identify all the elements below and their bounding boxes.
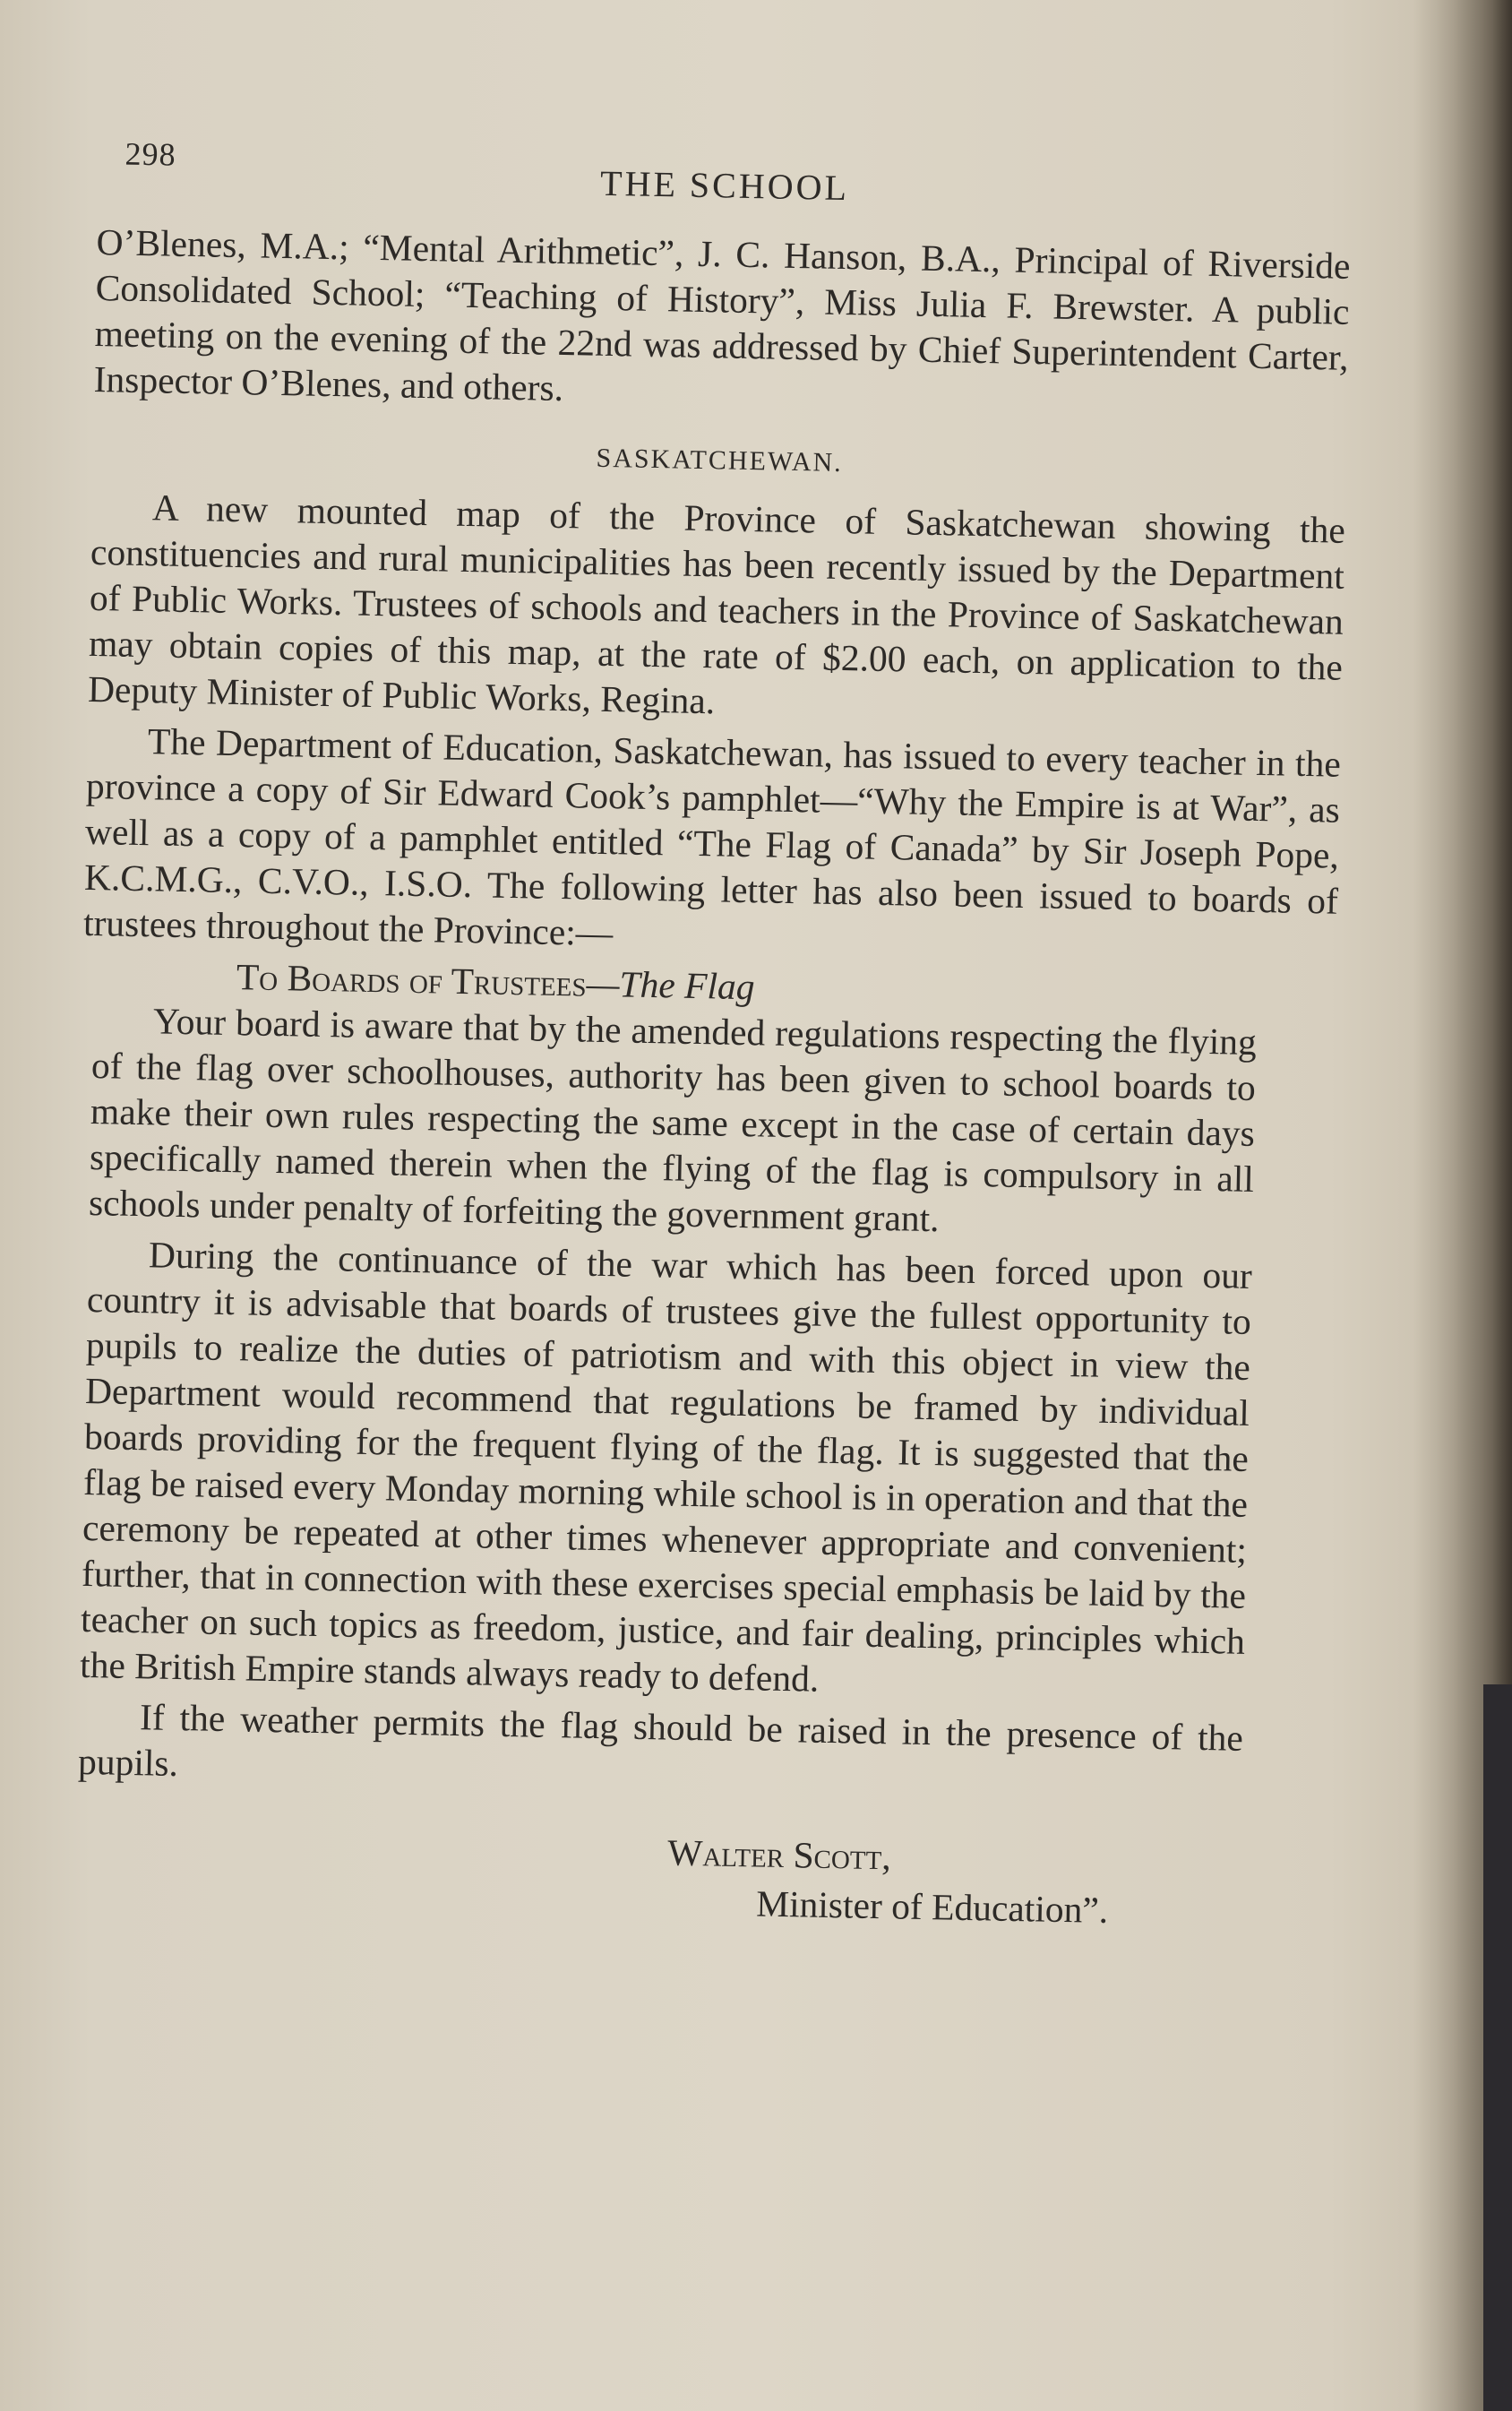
letter-paragraph: During the continuance of the war which has been forced upon our country it is advisable that boards of trustees give the fullest opportunity to pupils to realize the duties of patriotism and with this object in view the Department would recommend that regulations be framed by individual boards providing for the frequent flying of the flag. It is suggested that the flag be raised every Monday morning while school is in operation and that the ceremony be repeated at other times whenever appropriate and convenient; further, that in connection with these exercises special emphasis be laid by the teacher on such topics as freedom, justice, and fair dealing, principles which the British Empire stands always ready to defend.	[79, 1234, 1253, 1700]
continuation-paragraph: O’Blenes, M.A.; “Mental Arithmetic”, J. C. Hanson, B.A., Principal of Riverside Consolidated School; “Teaching of History”, Miss Julia F. Brewster. A public meeting on the evening of the 22nd was addressed by Chief Superintendent Carter, Inspector O’Blenes, and others.	[93, 220, 1351, 409]
page-content	[77, 134, 1353, 1931]
book-cover-edge	[1483, 1684, 1512, 2411]
letter-paragraph: Your board is aware that by the amended regulations respecting the flying of the flag over schoolhouses, authority has been given to school boards to make their own rules respecting the same except in the case of certain days specifically named therein when the flying of the flag is compulsory in all schools under penalty of forfeiting the government grant.	[88, 1000, 1258, 1240]
signature-title: Minister of Education”.	[755, 1882, 1109, 1931]
page-number: 298	[125, 135, 176, 173]
body-paragraph: The Department of Education, Saskatchewan, has issued to every teacher in the province a copy of Sir Edward Cook’s pamphlet—“Why the Empire is at War”, as well as a copy of a pamphlet entitled “The Flag of Canada” by Sir Joseph Pope, K.C.M.G., C.V.O., I.S.O. The following letter has also been issued to boards of trustees throughout the Province:—	[82, 720, 1342, 954]
running-head: THE SCHOOL	[599, 162, 850, 209]
section-heading: SASKATCHEWAN.	[596, 443, 844, 478]
body-paragraph: A new mounted map of the Province of Saskatchewan showing the constituencies and rural municipalities has been recently issued by the Department of Public Works. Trustees of schools and teachers in the Province of Saskatchewan may obtain copies of this map, at the rate of $2.00 each, on application to the Deputy Minister of Public Works, Regina.	[87, 487, 1346, 722]
quoted-letter	[75, 951, 1258, 1936]
signature-name: Walter Scott,	[666, 1831, 892, 1878]
letter-paragraph: If the weather permits the flag should be raised in the presence of the pupils.	[77, 1696, 1244, 1785]
salutation-addressee: To Boards of Trustees	[236, 956, 588, 1004]
salutation-subject: —The Flag	[586, 962, 755, 1008]
text-body	[64, 220, 1351, 1938]
